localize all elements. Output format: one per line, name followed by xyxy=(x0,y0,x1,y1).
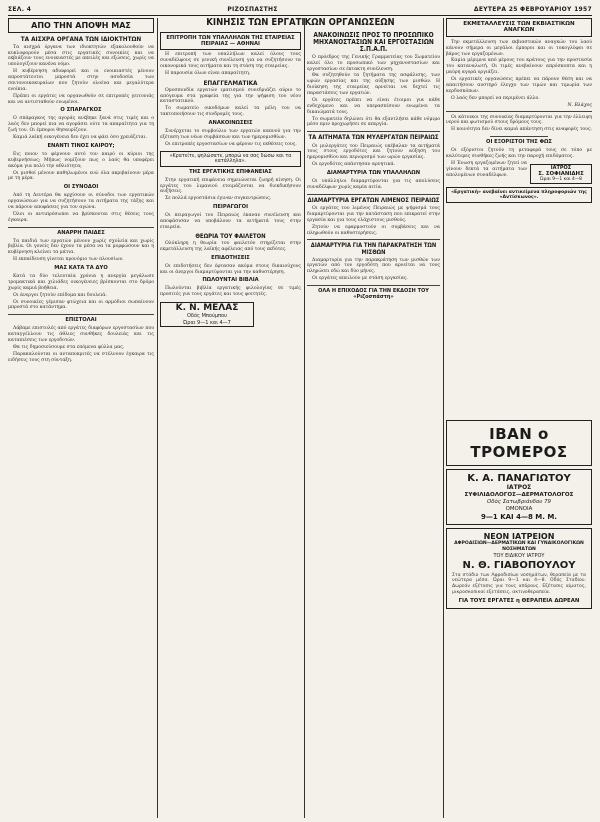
masthead xyxy=(8,4,592,14)
section-banner: ΑΠΟ ΤΗΝ ΑΠΟΨΗ ΜΑΣ xyxy=(8,18,154,33)
column-1 xyxy=(8,18,154,818)
subheading: ΟΙ ΣΥΝΟΔΟΙ xyxy=(63,184,99,191)
doctor-ad: Κ. Α. ΠΑΝΑΓΙΩΤΟΥ ΙΑΤΡΟΣ ΣΥΦΙΛΙΔΟΛΟΓΟΣ—ΔΕΡΜΑΤΟΛΟΓΟΣ Οδός Σατωβριάνδου 79 ΟΜΟΝΟΙΑ 9—1 ΚΑΙ 4—8 Μ. Μ. xyxy=(446,469,592,525)
doctor-ad: Κ. Ν. ΜΕΛΑΣ Οδός Μπούμπου Ώραι 9—1 και 4—7 xyxy=(160,302,254,327)
column-divider xyxy=(443,18,444,818)
divider xyxy=(307,194,440,195)
subheading: ΕΠΙΔΟΤΗΣΕΙΣ xyxy=(211,254,250,261)
article-body: Οι επιδοτήσεις δεν έφτασαν ακόμα στους δικαιούχους και οι άνεργοι διαμαρτύρονται για την καθυστέρηση. xyxy=(160,263,301,275)
ad-body: Στα στάδιο των Αφροδισίων νοσημάτων, θεραπεία με τα νεώτερα μέσα. Ώραι 9—1 και 4—8. Οδός Σταδίου. Δωρεάν εξέτασις για τους απόρους. Εξέτασις αίματος, μικροσκοπικαί εξετάσεις, ακτινοθεραπεία. xyxy=(452,572,586,596)
divider xyxy=(307,285,440,286)
notice-box: «Κρατείτε, ψηλώσατε, μπορώ να σας δώσω και τα κατάλληλα». xyxy=(160,151,301,167)
article-body: Ομοσπονδία εργατών ιματισμού συνεδριάζει αύριο το απόγευμα στα γραφεία της για την ψήφιση του νέου καταστατικού. Το σωματείο οικοδόμων καλεί τα μέλη του να τακτοποιήσουν τις συνδρομές τους. xyxy=(160,87,301,118)
article-body: Εις ποιον το φέρνουν αυτό τον καιρό οι κύριοι της κυβερνήσεως; Μήπως νομίζουν πως ο λαός θα υποφέρει ακόμα για πολύ την αθλιότητα; Οι μισθοί μένουν καθηλωμένοι ενώ όλα ακριβαίνουν μέρα με τη μέρα. xyxy=(8,151,154,182)
top-rule xyxy=(8,15,592,16)
article-body: Οι εξόριστοι ζητούν τη μεταφορά τους σε τόπο με καλύτερες συνθήκες ζωής και την παροχή επιδόματος. xyxy=(446,148,592,160)
article-headline: ΤΑ ΑΙΣΧΡΑ ΟΡΓΑΝΑ ΤΩΝ ΙΔΙΟΚΤΗΤΩΝ xyxy=(20,35,142,43)
author-signature: Ν. Βλάχος xyxy=(567,102,592,108)
subheading: ΑΝΑΚΟΙΝΩΣΕΙΣ xyxy=(208,120,253,127)
column-3 xyxy=(307,32,440,818)
issue-date: ΔΕΥΤΕΡΑ 25 ΦΕΒΡΟΥΑΡΙΟΥ 1957 xyxy=(473,5,592,13)
article-body: Οι μυλεργάτες του Πειραιώς υπέβαλαν τα αιτήματά τους στους εργοδότες και ζητούν αύξηση του ημερομισθίου και περιορισμό των ωρών εργασίας. Οι εργοδότες απάντησαν αρνητικά. xyxy=(307,143,440,168)
article-body: Ο σπάραγκος της αγοράς ανέβηκε ξανά στις τιμές και ο λαός δεν μπορεί πια να αγοράσει ούτε τα απαραίτητα για τη ζωή του. Οι έμποροι θησαυρίζουν. Καμιά λαϊκή οικογένεια δεν έχει να φάει όσο χρειάζεται. xyxy=(8,116,154,141)
article-body: Συνέρχεται το συμβούλιο των εργατών καπνού για την εξέταση των νέων συμβάσεων και των ημερομισθίων. Οι επιτροπές εργοστασίων να φέρουν τις εκθέσεις τους. xyxy=(160,129,301,147)
section-headline: ΔΙΑΜΑΡΤΥΡΙΑ ΓΙΑ ΤΗΝ ΠΑΡΑΚΡΑΤΗΣΗ ΤΩΝ ΜΙΣΘΩΝ xyxy=(310,243,437,256)
article-body: Από τη Δευτέρα θα αρχίσουν οι σύνοδοι των εργατικών οργανώσεων για να συζητήσουν τα αιτήματα της τάξης και να πάρουν αποφάσεις για τον αγώνα. Όλοι οι αντιπρόσωποι να βρίσκονται στις θέσεις τους έγκαιρα. xyxy=(8,193,154,223)
article-body: Ο πρόεδρος της Γενικής Γραμματείας του Σωματείου καλεί όλο το προσωπικό των μηχανοστασίων και εργοστασίων σε έκτακτη συνέλευση. Θα συζητηθούν τα ζητήματα της ασφάλισης, των ωρών εργασίας και της αύξησης των μισθών. Η διοίκηση της εταιρείας αρνείται να δεχτεί τις παραστάσεις των εργατών. Οι εργάτες πρέπει να είναι έτοιμοι για κάθε ενδεχόμενο και να υπερασπίσουν ενωμένοι τα δικαιώματά τους. Το σωματείο δηλώνει ότι θα εξαντλήσει κάθε νόμιμο μέσο πριν προχωρήσει σε απεργία. xyxy=(307,54,440,128)
article-body: Διαμαρτυρία για την παρακράτηση των μισθών των εργατών από τον εργοδότη που αρνείται να τους πληρώσει εδώ και δύο μήνες. Οι εργάτες απειλούν με στάση εργασίας. xyxy=(307,257,440,282)
newspaper-name: ΡΙΖΟΣΠΑΣΤΗΣ xyxy=(227,5,278,13)
column-divider xyxy=(304,18,305,818)
section-banner: ΕΚΜΕΤΑΛΛΕΥΣΙΣ ΤΩΝ ΕΚΒΙΑΣΤΙΚΩΝ ΑΝΑΓΚΩΝ xyxy=(446,18,592,37)
article-body: Η Ένωση εργαζομένων ζητεί να γίνουν δεκτά τα αιτήματα των απολυμένων συναδέλφων. xyxy=(446,160,527,178)
page-number: ΣΕΛ. 4 xyxy=(8,5,32,13)
article-body: Πωλούνται βιβλία εργατικής φιλολογίας σε τιμές προσιτές για τους εργάτες και τους φοιτητές. xyxy=(160,286,301,298)
article-body: Στην εργατική επιφάνεια σημειώνεται ζωηρή κίνηση. Οι εργάτες του λιμανιού ετοιμάζονται να διεκδικήσουν αυξήσεις. Σε πολλά εργοστάσια έγιναν συγκεντρώσεις. xyxy=(160,177,301,202)
subheading: ΤΗΣ ΕΡΓΑΤΙΚΗΣ ΕΠΙΦΑΝΕΙΑΣ xyxy=(189,168,272,175)
main-banner: ΚΙΝΗΣΙΣ ΤΩΝ ΕΡΓΑΤΙΚΩΝ ΟΡΓΑΝΩΣΕΩΝ xyxy=(206,17,395,28)
divider xyxy=(446,111,592,112)
article-body: Οι υπάλληλοι διαμαρτύρονται για τις απολύσεις συναδέλφων χωρίς καμία αιτία. xyxy=(307,179,440,190)
article-body: Λάβαμε επιστολές από εργάτες διαφόρων εργοστασίων που καταγγέλλουν τις άθλιες συνθήκες δουλειάς και τις καταπιέσεις των εργοδοτών. Θα τις δημοσιεύσουμε στα επόμενα φύλλα μας. Παρακαλούνται οι ανταποκριτές να στέλνουν έγκαιρα τις ειδήσεις τους στη σύνταξη. xyxy=(8,326,154,363)
article-body: Τα παιδιά των εργατών μένουν χωρίς σχολεία και χωρίς βιβλία. Οι γονείς δεν έχουν τα μέσα να τα μορφώσουν και η κυβέρνηση κλείνει τα μάτια. Η εκπαίδευση γίνεται προνόμιο των πλουσίων. xyxy=(8,238,154,263)
film-ad: ΙΒΑΝ ο ΤΡΟΜΕΡΟΣ xyxy=(446,420,592,466)
article-body: Ολόκληρη η θεωρία του φαιλετόν στηρίζεται στην εκμετάλλευση της λαϊκής αφέλειας από τους εκδότες. xyxy=(160,241,301,252)
subheading: ΔΙΑΜΑΡΤΥΡΙΑ ΤΩΝ ΥΠΑΛΛΗΛΩΝ xyxy=(326,170,421,177)
article-body: Οι κάτοικοι της συνοικίας διαμαρτύρονται για την έλλειψη νερού και φωτισμού στους δρόμους τους. Η κοινότητα δεν δίνει καμιά απάντηση στις αναφορές τους. xyxy=(446,114,592,133)
doctor-ad: ΙΑΤΡΟΣ Σ. ΣΟΦΙΑΝΙΔΗΣ Ώραι 9—1 και 4—8 xyxy=(530,164,592,184)
section-headline: ΘΕΩΡΙΑ ΤΟΥ ΦΑΙΛΕΤΟΝ xyxy=(195,232,266,240)
divider xyxy=(8,314,154,315)
notice-box: «Εργατική» ανεβαίνει αντικείμενα πληροφοριών της «Αντίσκωνος». xyxy=(446,187,592,203)
subheading: ΠΕΙΡΑΓΩΓΟΙ xyxy=(213,204,248,211)
subheading: ΟΙ ΕΞΟΡΙΣΤΟΙ ΤΗΣ ΦΩΣ xyxy=(486,139,552,146)
divider xyxy=(307,131,440,132)
ads-block xyxy=(446,420,592,818)
divider xyxy=(8,227,154,228)
boxed-notice: ΕΠΙΤΡΟΠΗ ΤΩΝ ΥΠΑΛΛΗΛΩΝ ΤΗΣ ΕΤΑΙΡΕΙΑΣ ΠΕΙΡΑΙΑΣ — ΑΘΗΝΑΙ xyxy=(160,32,301,50)
article-body: Την εκμετάλλευση των εκβιαστικών αναγκών του λαού κάνουν σήμερα οι μεγάλοι έμποροι και οι τοκογλύφοι σε βάρος των εργαζομένων. Καμία μέριμνα από μέρους του κράτους για την προστασία του καταναλωτή. Οι τιμές ανεβαίνουν απρόσκοπτα και η μαύρη αγορά οργιάζει. Οι εργατικές οργανώσεις πρέπει να πάρουν θέση και να απαιτήσουν αυστηρό έλεγχο των τιμών και τιμωρία των κερδοσκόπων. Ο λαός δεν μπορεί να περιμένει άλλο. xyxy=(446,39,592,101)
subheading: ΕΠΙΣΤΟΛΑΙ xyxy=(65,317,97,324)
subheading: ΠΩΛΟΥΝΤΑΙ ΒΙΒΛΙΑ xyxy=(202,277,259,284)
subheading: ΜΑΣ ΚΑΤΑ ΤΑ ΔΥΟ xyxy=(54,265,108,272)
article-body: Τα αισχρά όργανα των ιδιοκτητών εξακολουθούν να κυκλοφορούν μέσα στις εργατικές συνοικίες και να εκβιάζουν τους ενοικιαστές με απειλές και εξώσεις, χωρίς να υπολογίζουν κανένα νόμο. Η κυβέρνηση αδιαφορεί και οι ενοικιαστές μένουν απροστάτευτοι μπροστά στην ασυδοσία των σπιτονοικοκυραίων που ζητούν ολοένα και μεγαλύτερα ενοίκια. Πρέπει οι εργάτες να οργανωθούν σε επιτροπές γειτονιάς και να αντισταθούν ενωμένοι. xyxy=(8,44,154,105)
article-body: Οι πειραγωγοί του Πειραιώς έκαναν συνέλευση και αποφάσισαν να υποβάλουν τα αιτήματά τους στην εταιρεία. xyxy=(160,213,301,230)
article-body: Η επιτροπή των υπαλλήλων καλεί όλους τους συναδέλφους σε γενική συνέλευση για να συζητήσουν τα οικονομικά τους αιτήματα και τη στάση της εταιρείας. Η παρουσία όλων είναι απαραίτητη. xyxy=(160,52,301,77)
section-headline: ΔΙΑΜΑΡΤΥΡΙΑ ΕΡΓΑΤΩΝ ΛΙΜΕΝΟΣ ΠΕΙΡΑΙΩΣ xyxy=(307,196,440,204)
section-headline: ΤΑ ΑΙΤΗΜΑΤΑ ΤΩΝ ΜΥΛΕΡΓΑΤΩΝ ΠΕΙΡΑΙΩΣ xyxy=(308,134,439,142)
article-body: Οι εργάτες του λιμένος Πειραιώς με ψήφισμά τους διαμαρτύρονται για την κατάσταση που επικρατεί στην εργασία και για τους ελάχιστους μισθούς. Ζητούν να εφαρμοστούν οι συμβάσεις και να πληρωθούν οι καθυστερήσεις. xyxy=(307,206,440,236)
section-headline: ΕΠΑΓΓΕΛΜΑΤΙΚΑ xyxy=(203,78,258,87)
article-body: Κατά τα δύο τελευταία χρόνια η ανεργία μεγάλωσε τρομακτικά και χιλιάδες οικογένειες βρίσκονται στο δρόμο χωρίς καμιά βοήθεια. Οι άνεργοι ζητούν επίδομα και δουλειά. Οι συνοικίες γέμισαν φτώχεια και οι αρμόδιοι σωπαίνουν μπροστά στο κατάντημα. xyxy=(8,274,154,311)
footer-notice: ΟΛΑ Η ΕΠΙΧΟΔΟΣ ΓΙΑ ΤΗΝ ΕΚΔΟΣΗ ΤΟΥ «Ριζοσπάστη» xyxy=(318,288,429,300)
divider xyxy=(307,239,440,240)
subheading: ΑΝΑΡΡΗ ΠΑΙΔΕΣ xyxy=(57,229,105,236)
clinic-ad: ΝΕΟΝ ΙΑΤΡΕΙΟΝ ΑΦΡΟΔΙΣΙΩΝ—ΔΕΡΜΑΤΙΚΩΝ ΚΑΙ ΓΥΝΑΙΚΟΛΟΓΙΚΩΝ ΝΟΣΗΜΑΤΩΝ ΤΟΥ ΕΙΔΙΚΟΥ ΙΑΤΡΟΥ Ν. Θ. ΓΙΑΒΟΠΟΥΛΟΥ Στα στάδιο των Αφροδισίων νοσημάτων, θεραπεία με τα νεώτερα μέσα. Ώραι 9—1 και 4—8. Οδός Σταδίου. Δωρεάν εξέτασις για τους απόρους. Εξέτασις αίματος, μικροσκοπικαί εξετάσεις, ακτινοθεραπεία. ΓΙΑ ΤΟΥΣ ΕΡΓΑΤΕΣ η ΘΕΡΑΠΕΙΑ ΔΩΡΕΑΝ xyxy=(446,528,592,609)
subheading: ΕΝΑΝΤΙ ΤΙΝΟΣ ΚΑΙΡΟΥ; xyxy=(47,142,115,149)
column-4 xyxy=(446,18,592,418)
article-headline: ΑΝΑΚΟΙΝΩΣΙΣ ΠΡΟΣ ΤΟ ΠΡΟΣΩΠΙΚΟ ΜΗΧΑΝΟΣΤΑΣΙΩΝ ΚΑΙ ΕΡΓΟΣΤΑΣΙΩΝ Σ.Π.Α.Π. xyxy=(313,31,434,53)
divider xyxy=(490,136,548,137)
column-divider xyxy=(157,18,158,818)
subheading: Ο ΣΠΑΡΑΓΚΟΣ xyxy=(60,107,102,114)
